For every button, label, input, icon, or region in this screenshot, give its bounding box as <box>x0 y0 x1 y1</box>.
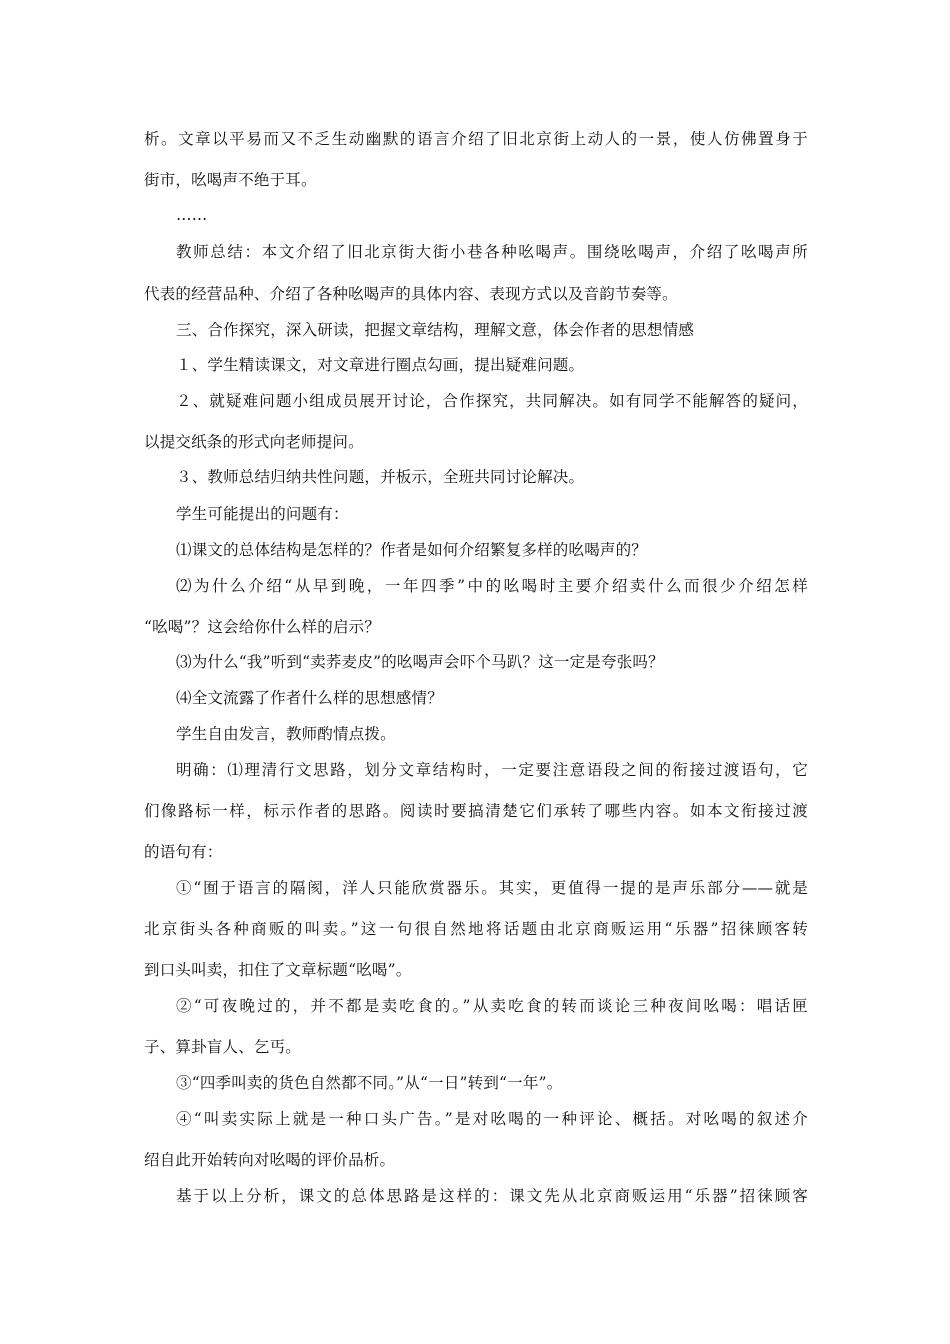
text-line: 的语句有： <box>144 843 223 861</box>
text-line: ２、就疑难问题小组成员展开讨论，合作探究，共同解决。如有同学不能解答的疑问， <box>176 392 808 410</box>
text-line: 到口头叫卖，扣住了文章标题“吆喝”。 <box>144 961 412 979</box>
text-line: 北京街头各种商贩的叫卖。”这一句很自然地将话题由北京商贩运用“乐器”招徕顾客转 <box>144 920 808 938</box>
list-item: ①“囿于语言的隔阂，洋人只能欣赏器乐。其实，更值得一提的是声乐部分——就是 <box>176 879 808 897</box>
text-line: 子、算卦盲人、乞丐。 <box>144 1038 302 1056</box>
section-heading: 三、合作探究，深入研读，把握文章结构，理解文意，体会作者的思想情感 <box>176 321 695 339</box>
text-line: １、学生精读课文，对文章进行圈点勾画，提出疑难问题。 <box>176 356 585 374</box>
text-line: 们像路标一样，标示作者的思路。阅读时要搞清楚它们承转了哪些内容。如本文衔接过渡 <box>144 802 808 820</box>
text-line: ３、教师总结归纳共性问题，并板示，全班共同讨论解决。 <box>176 468 585 486</box>
question-item: ⑵为什么介绍“从早到晚，一年四季”中的吆喝时主要介绍卖什么而很少介绍怎样 <box>176 577 808 595</box>
text-line: …… <box>176 206 208 224</box>
text-line: 代表的经营品种、介绍了各种吆喝声的具体内容、表现方式以及音韵节奏等。 <box>144 285 678 303</box>
text-line: “吆喝”？这会给你什么样的启示？ <box>144 618 381 636</box>
question-item: ⑷全文流露了作者什么样的思想感情？ <box>176 689 443 707</box>
text-line: 教师总结：本文介绍了旧北京街大街小巷各种吆喝声。围绕吆喝声，介绍了吆喝声所 <box>176 243 808 261</box>
question-item: ⑶为什么“我”听到“卖荞麦皮”的吆喝声会吓个马趴？这一定是夸张吗？ <box>176 653 664 671</box>
text-line: 析。文章以平易而又不乏生动幽默的语言介绍了旧北京街上动人的一景，使人仿佛置身于 <box>144 130 808 148</box>
text-line: 学生自由发言，教师酌情点拨。 <box>176 725 396 743</box>
text-line: 街市，吆喝声不绝于耳。 <box>144 171 317 189</box>
text-line: 学生可能提出的问题有： <box>176 505 349 523</box>
list-item: ④“叫卖实际上就是一种口头广告。”是对吆喝的一种评论、概括。对吆喝的叙述介 <box>176 1110 808 1128</box>
text-line: 以提交纸条的形式向老师提问。 <box>144 433 364 451</box>
question-item: ⑴课文的总体结构是怎样的？作者是如何介绍繁复多样的吆喝声的？ <box>176 541 648 559</box>
text-line: 明确：⑴理清行文思路，划分文章结构时，一定要注意语段之间的衔接过渡语句，它 <box>176 761 808 779</box>
text-line: 绍自此开始转向对吆喝的评价品析。 <box>144 1151 396 1169</box>
list-item: ③“四季叫卖的货色自然都不同。”从“一日”转到“一年”。 <box>176 1074 563 1092</box>
list-item: ②“可夜晚过的，并不都是卖吃食的。”从卖吃食的转而谈论三种夜间吆喝：唱话匣 <box>176 997 808 1015</box>
text-line: 基于以上分析，课文的总体思路是这样的：课文先从北京商贩运用“乐器”招徕顾客 <box>176 1187 808 1205</box>
